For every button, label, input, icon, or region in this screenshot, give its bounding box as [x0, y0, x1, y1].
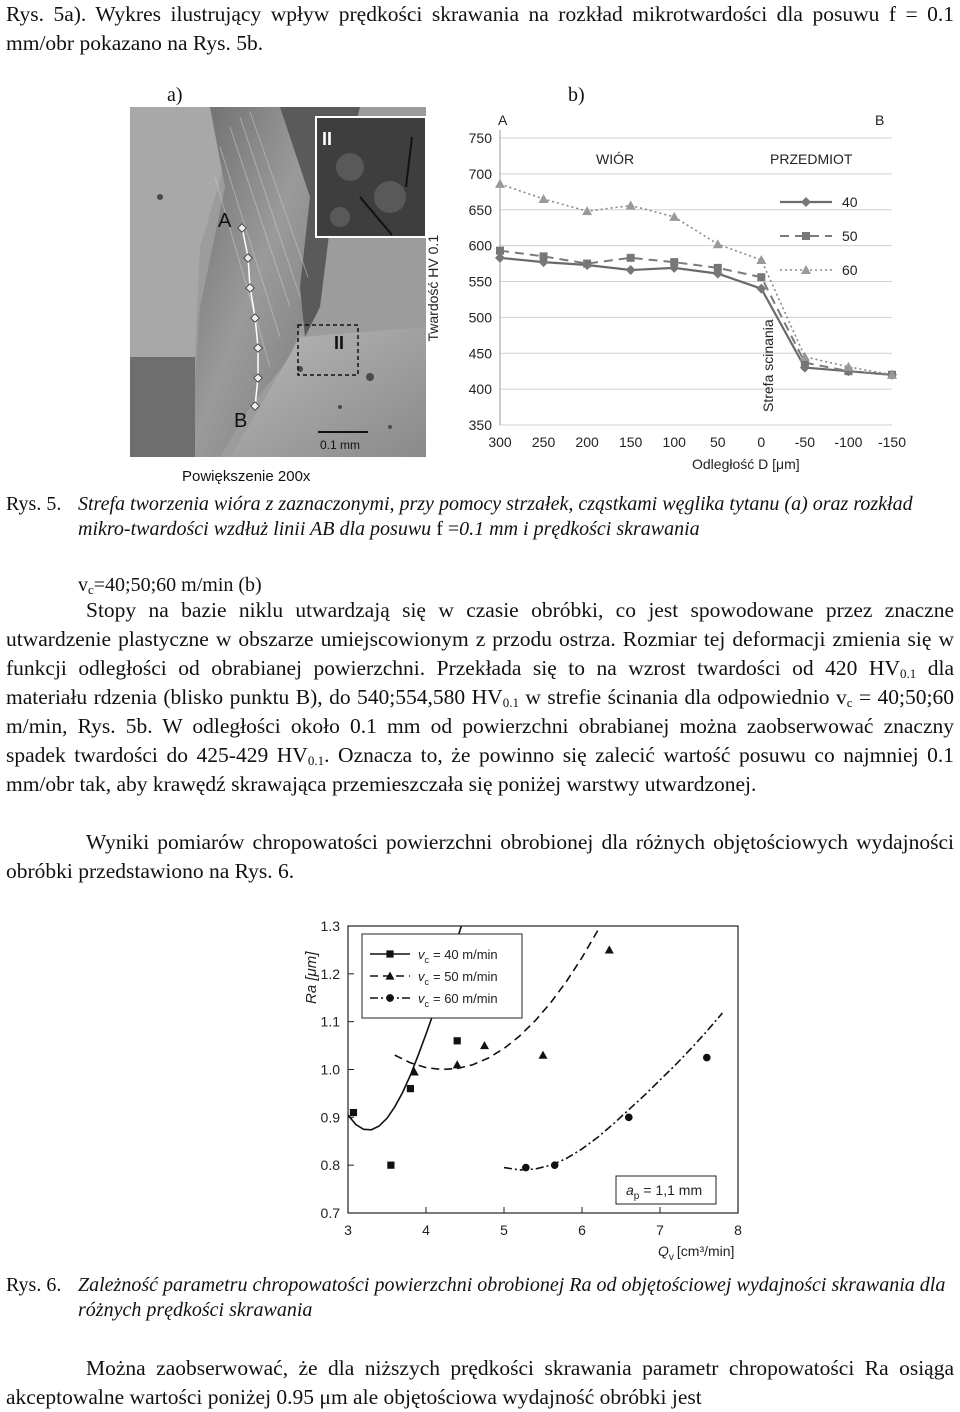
fig5b-point-50 — [583, 260, 591, 268]
fig6-annotation-value: = 1,1 mm — [643, 1182, 703, 1198]
fig5-caption-text-1: Strefa tworzenia wióra z zaznaczonymi, przy pomocy strzałek, cząstkami węglika tytanu (a) oraz rozkład mikro-twardości wzdłuż linii AB dla posuwu — [78, 493, 913, 540]
fig5b-legend — [780, 194, 858, 278]
fig6-legend-label: $v_c = 40$ m/min — [418, 947, 498, 965]
micrograph-label-ii-top: II — [322, 129, 333, 149]
para1-sub-2: 0.1 — [502, 695, 519, 710]
fig5b-y-tick-label: 450 — [468, 345, 492, 362]
fig5b-y-axis-label: Twardość HV 0.1 — [425, 234, 441, 342]
fig6-point-3 — [522, 1164, 530, 1172]
fig6-x-tick-label: 8 — [734, 1222, 742, 1238]
fig5b-y-tick-label: 550 — [468, 273, 492, 290]
para1-sub-4: 0.1 — [307, 753, 325, 768]
paragraph-2: Wyniki pomiarów chropowatości powierzchni obrobionej dla różnych objętościowych wydajności obróbki przedstawiono na Rys. 6. — [6, 830, 954, 883]
fig5b-x-tick-label: 0 — [757, 434, 766, 450]
fig6-point-2 — [453, 1060, 462, 1068]
fig5b-point-50 — [670, 258, 678, 266]
fig6-caption-prefix: Rys. 6. — [6, 1274, 62, 1296]
para1-text-3: w strefie ścinania dla odpowiednio v — [518, 685, 847, 709]
fig5b-point-60 — [756, 255, 766, 264]
fig5b-y-tick-label: 600 — [468, 237, 492, 254]
fig5-caption-vc-sub: c — [88, 582, 94, 597]
fig5b-y-tick-label: 500 — [468, 309, 492, 326]
fig5b-x-tick-label: 150 — [618, 434, 643, 450]
fig5-caption — [6, 492, 954, 540]
fig5b-y-tick-label: 700 — [468, 165, 492, 182]
para1-sub-3: c — [846, 695, 853, 710]
fig5b-point-60 — [713, 239, 723, 248]
fig6-point-1 — [454, 1037, 461, 1044]
fig5b-y-tick-label: 400 — [468, 381, 492, 398]
para1-text-1: Stopy na bazie niklu utwardzają się w czasie obróbki, co jest spowodowane przez znaczne utwardzenie plastyczne w obszarze umiejscowionym z przodu ostrza. Rozmiar tej deformacji zmienia się w funkcji odległości od obrabianej powierzchni. Przekłada się to na wzrost twardości od 420 HV — [6, 598, 954, 680]
fig5b-legend-marker — [801, 197, 811, 207]
fig6-legend-label: $v_c = 50$ m/min — [418, 969, 498, 987]
fig6-x-tick-label: 4 — [422, 1222, 430, 1238]
fig5-caption-prefix: Rys. 5. — [6, 493, 62, 515]
fig6-x-tick-label: 7 — [656, 1222, 664, 1238]
fig5b-hardness-chart — [420, 100, 920, 480]
fig6-x-axis-sub: v — [668, 1252, 674, 1262]
fig6-legend-marker — [386, 994, 394, 1002]
fig5b-point-50 — [540, 252, 548, 260]
fig5-caption-text-2: 0.1 mm i prędkości skrawania — [459, 518, 700, 540]
fig5b-point-50 — [627, 254, 635, 262]
fig5b-annotation-a: A — [498, 112, 508, 128]
para1-text-2: dla materiału rdzenia (blisko punktu B), do 540;554,580 HV — [6, 656, 954, 709]
fig5b-series-line-40 — [500, 258, 892, 375]
micrograph-scale-bar: 0.1 mm — [320, 438, 361, 452]
bottom-paragraph: Można zaobserwować, że dla niższych prędkości skrawania parametr chropowatości Ra osiąga akceptowalne wartości poniżej 0.95 μm ale objętościowa wydajność obróbki jest — [6, 1356, 954, 1409]
fig6-x-tick-label: 5 — [500, 1222, 508, 1238]
fig5b-point-40 — [626, 265, 636, 275]
paragraph-1 — [6, 596, 954, 799]
fig5-caption-end: =40;50;60 m/min (b) — [93, 574, 262, 596]
fig6-legend-label: $v_c = 60$ m/min — [418, 991, 498, 1009]
fig6-legend-marker — [386, 950, 393, 957]
fig6-x-axis-q: Q — [658, 1243, 669, 1259]
micrograph-label-b: B — [234, 410, 248, 432]
fig6-y-tick-label: 1.2 — [320, 965, 340, 982]
fig5b-point-50 — [496, 247, 504, 255]
fig6-roughness-chart — [290, 912, 760, 1262]
fig6-y-axis-label: Ra [μm] — [303, 951, 320, 1004]
fig5b-y-tick-label: 650 — [468, 201, 492, 218]
fig6-y-tick-label: 1.3 — [320, 918, 340, 934]
fig6-point-1 — [350, 1109, 357, 1116]
fig5b-x-tick-label: 100 — [662, 434, 686, 450]
fig5-label-b: b) — [568, 84, 585, 106]
fig5b-x-tick-label: -50 — [794, 434, 816, 450]
fig6-point-2 — [539, 1051, 548, 1059]
fig6-caption-text: Zależność parametru chropowatości powierzchni obrobionej Ra od objętościowej wydajności skrawania dla różnych prędkości skrawania — [78, 1274, 946, 1321]
fig6-x-tick-label: 6 — [578, 1222, 586, 1238]
fig5b-point-60 — [626, 200, 636, 209]
fig5b-point-60 — [495, 179, 505, 188]
fig5b-series-line-50 — [500, 251, 892, 375]
fig6-legend — [362, 934, 522, 1018]
fig5b-x-tick-label: 300 — [488, 434, 512, 450]
fig5b-annotation-b: B — [875, 112, 885, 128]
fig6-y-tick-label: 0.8 — [320, 1157, 340, 1174]
fig5b-point-60 — [539, 194, 549, 203]
fig6-point-3 — [625, 1114, 633, 1122]
para1-text-5: . Oznacza to, że powinno się zalecić wartość posuwu co najmniej 0.1 mm/obr tak, aby krawędź skrawająca przemieszczała się poniżej warstwy utwardzonej. — [6, 743, 954, 796]
fig6-point-2 — [480, 1041, 489, 1049]
fig6-y-tick-label: 1.1 — [320, 1013, 340, 1030]
fig5b-legend-marker — [801, 265, 811, 274]
micrograph-label-ii-box: II — [334, 333, 345, 353]
fig6-point-1 — [387, 1162, 394, 1169]
fig6-y-tick-label: 0.9 — [320, 1109, 340, 1126]
top-paragraph: Rys. 5a). Wykres ilustrujący wpływ prędkości skrawania na rozkład mikrotwardości dla posuwu f = 0.1 mm/obr pokazano na Rys. 5b. — [6, 2, 954, 55]
fig6-point-3 — [551, 1161, 559, 1169]
micrograph-magnification: Powiększenie 200x — [182, 468, 311, 485]
fig5b-legend-marker — [802, 232, 810, 240]
fig6-point-3 — [703, 1054, 711, 1062]
fig5b-annotation-wior: WIÓR — [596, 151, 635, 167]
fig5b-legend-label: 50 — [842, 228, 858, 244]
fig5b-x-tick-label: 250 — [531, 434, 556, 450]
fig5b-x-axis-label: Odległość D [μm] — [692, 456, 800, 472]
fig6-x-tick-label: 3 — [344, 1222, 352, 1238]
fig6-annotation-a: a — [626, 1182, 634, 1198]
fig6-y-tick-label: 1.0 — [320, 1061, 340, 1078]
fig5b-x-tick-label: -100 — [834, 434, 863, 450]
fig5b-y-tick-label: 750 — [468, 130, 492, 146]
fig6-x-axis-unit: [cm³/min] — [676, 1243, 735, 1259]
fig6-annotation-sub: p — [633, 1191, 640, 1202]
fig6-caption — [6, 1273, 954, 1321]
fig6-y-tick-label: 0.7 — [320, 1205, 340, 1221]
fig5b-point-60 — [582, 206, 592, 215]
fig6-fit-curve-3 — [504, 1013, 722, 1170]
fig5b-point-50 — [757, 273, 765, 281]
fig5b-legend-label: 40 — [842, 194, 858, 210]
fig5b-point-50 — [714, 264, 722, 272]
fig5b-x-tick-label: -150 — [877, 434, 907, 450]
fig5-caption-line3 — [78, 573, 262, 598]
fig5b-x-tick-label: 200 — [575, 434, 599, 450]
fig5-label-a: a) — [167, 84, 183, 106]
fig6-point-1 — [407, 1085, 414, 1092]
micrograph-label-a: A — [218, 210, 232, 232]
fig5b-series-line-60 — [500, 184, 892, 375]
fig5b-legend-label: 60 — [842, 262, 858, 278]
fig5b-x-tick-label: 50 — [709, 434, 726, 450]
fig5-caption-vc: v — [78, 574, 88, 596]
fig5a-micrograph — [130, 107, 426, 485]
fig5b-annotation-strefa: Strefa scinania — [760, 319, 776, 412]
fig5b-annotation-przedmiot: PRZEDMIOT — [770, 151, 853, 167]
fig5-caption-f: f = — [436, 518, 460, 540]
para1-text-4: = 40;50;60 m/min, Rys. 5b. W odległości około 0.1 mm od powierzchni obrabianej można zaobserwować znaczny spadek twardości do 425-429 HV — [6, 685, 954, 767]
fig6-point-2 — [605, 945, 614, 953]
fig6-x-axis-label — [658, 1243, 734, 1262]
para1-sub-1: 0.1 — [899, 666, 917, 681]
fig5b-y-tick-label: 350 — [468, 417, 492, 433]
